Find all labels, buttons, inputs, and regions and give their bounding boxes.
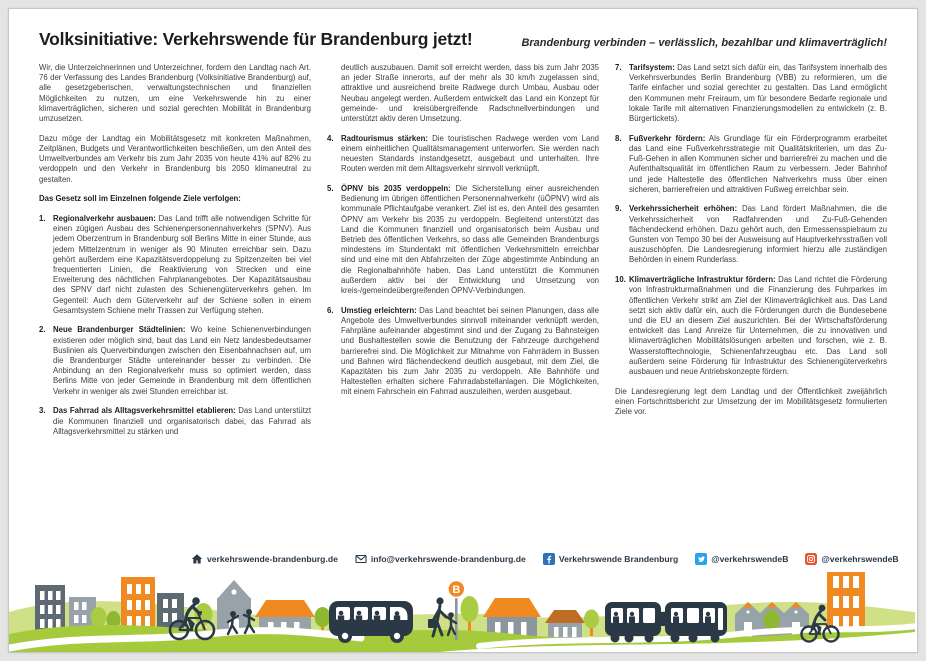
- flyer-page: [9, 9, 917, 652]
- goal-lead: Radtourismus stärken:: [341, 133, 428, 143]
- home-icon: [191, 553, 203, 565]
- goal-lead: Tarifsystem:: [629, 63, 675, 72]
- goal-lead: Klimaverträgliche Infrastruktur fördern:: [629, 275, 776, 285]
- twitter-icon: [695, 553, 707, 565]
- goal-item: 3. Das Fahrrad als Alltagsverkehrsmittel etablieren: Das Land unterstützt die Kommunen finanziell und organisatorisch dabei, das Fahrrad als Alltagsverkehrsmittel zu stärken und: [39, 406, 311, 436]
- column-2: [327, 63, 599, 545]
- paragraph: Wir, die Unterzeichnerinnen und Unterzeichner, fordern den Landtag nach Art. 76 der Verfassung des Landes Brandenburg (Volksinitiative Brandenburg) auf, alle gesetzgeberischen, verwaltungstechnischen und finanziellen Möglichkeiten zu nutzen, um eine Verkehrswende hin zu einer klimaverträglichen, sicheren und sozial gerechten Mobilität in Brandenburg umzusetzen.: [39, 63, 311, 124]
- contact-label: info@verkehrswende-brandenburg.de: [370, 554, 526, 564]
- instagram-icon: [805, 553, 817, 565]
- contact-label: @verkehrswendeB: [821, 554, 899, 564]
- goal-item: 6. Umstieg erleichtern: Das Land beachtet bei seinen Planungen, dass alle Angebote des Umweltverbundes sinnvoll miteinander verknüpft werden, Fahrpläne aufeinander abgestimmt sind und der Zugang zu Bahnsteigen und Bushaltestellen sowie die Benutzung der Fahrzeuge durchgehend barrierefrei sind. Die Möglichkeit zur Mitnahme von Fahrrädern in Bussen und Bahnen wird flächendeckend deutlich ausgebaut, mit dem Ziel, die Kapazitäten bis zum Jahr 2035 zu verdoppeln. Alle Bahnhöfe und Haltestellen erhalten sichere Fahrradabstellanlagen. Die Möglichkeiten, mit einem Fahrschein ein Fahrrad auszuleihen, werden ausgebaut.: [327, 305, 599, 397]
- goal-number: 5.: [327, 184, 334, 194]
- goal-lead: Neue Brandenburger Städtelinien:: [53, 325, 186, 335]
- paragraph: Die Landesregierung legt dem Landtag und der Öffentlichkeit zweijährlich einen Fortschrittsbericht zur Umsetzung der im Mobilitätsgesetz formulierten Ziele vor.: [615, 386, 887, 417]
- goal-number: 6.: [327, 305, 334, 315]
- goal-lead: Umstieg erleichtern:: [341, 305, 417, 315]
- contact-label: @verkehrswendeB: [711, 554, 789, 564]
- goal-lead: Regionalverkehr ausbauen:: [53, 213, 156, 223]
- contact-bar: [9, 548, 917, 570]
- goal-item: 9. Verkehrssicherheit erhöhen: Das Land fördert Maßnahmen, die die Verkehrssicherheit von Radfahrenden und Zu-Fuß-Gehenden flächendeckend erhöhen. Dazu gehört auch, den Ermessensspielraum zu Gunsten von Tempo 30 bei der Ausweisung auf Hauptverkehrsstraßen voll auszuschöpfen. Die Landesregierung informiert hierzu alle zuständigen Behörden in einem Runderlass.: [615, 204, 887, 265]
- contact-mail[interactable]: [355, 553, 526, 565]
- column-3: [615, 63, 887, 545]
- facebook-icon: [543, 553, 555, 565]
- goal-item: 8. Fußverkehr fördern: Als Grundlage für ein Förderprogramm erarbeitet das Land eine Fußverkehrsstrategie mit Qualitätskriterien, um das Zu-Fuß-Gehen in allen Kommunen sicher und barrierefrei zu machen und die Aufenthaltsqualität im öffentlichen Raum zu verbessern. Jeder Bahnhof und jede Haltestelle des öffentlichen Nahverkehrs muss über einen sicheren, barrierefreien und attraktiven Fußweg erreichbar sein.: [615, 133, 887, 194]
- contact-facebook[interactable]: [543, 553, 678, 565]
- page-title: Volksinitiative: Verkehrswende für Brandenburg jetzt!: [39, 29, 473, 49]
- goal-lead: ÖPNV bis 2035 verdoppeln:: [341, 184, 451, 194]
- column-1: [39, 63, 311, 545]
- mail-icon: [355, 553, 367, 565]
- contact-label: Verkehrswende Brandenburg: [558, 554, 679, 564]
- goal-lead: Verkehrssicherheit erhöhen:: [629, 204, 738, 214]
- goal-number: 3.: [39, 406, 46, 416]
- goal-item: 7. Tarifsystem: Das Land setzt sich dafür ein, das Tarifsystem innerhalb des Verkehrsverbundes Berlin Brandenburg (VBB) zu reformieren, um die Tarife einfacher und sozial gerechter zu gestalten. Das Land ermöglicht den Kommunen mehr Freiraum, um für besondere Bedarfe regionale und lokale Tarife mit alternativen Finanzierungsmodellen zu entwickeln (z. B. Bürgertickets).: [615, 63, 887, 124]
- flyer-header: [9, 9, 917, 50]
- page-subtitle: Brandenburg verbinden – verlässlich, bezahlbar und klimaverträglich!: [521, 37, 887, 49]
- goal-item: 4. Radtourismus stärken: Die touristischen Radwege werden vom Land einem einheitlichen Qualitätsmanagement unterworfen. Sie werden nach neuesten Standards instandgesetzt, ausgebaut und unterhalten. Ihre Routen werden mit dem Alltagsverkehr sinnvoll verknüpft.: [327, 133, 600, 174]
- footer-illustration: [9, 572, 917, 652]
- goal-number: 1.: [39, 213, 46, 223]
- goal-number: 10.: [615, 275, 626, 285]
- bus-stop-sign-letter: B: [452, 584, 461, 596]
- goal-number: 9.: [615, 204, 622, 214]
- goal-number: 7.: [615, 63, 622, 72]
- goal-item: 5. ÖPNV bis 2035 verdoppeln: Die Sicherstellung einer ausreichenden Bedienung im übrigen öffentlichen Personennahverkehr (üÖPNV) wird als kommunale Pflichtaufgabe verankert. Ziel ist es, den Anteil des gesamten ÖPNV am Verkehr bis 2035 zu verdoppeln. Begleitend unterstützt das Land die Kommunen finanziell und organisatorisch beim Ausbau und Betrieb des öffentlichen Verkehrs, so dass alle Gemeinden Brandenburgs mindestens im Stundentakt mit öffentlichen Verkehrsmitteln erreichbar sind und eine mit den Abfahrzeiten der Züge abgestimmte Anbindung an die Regionalbahnhöfe haben. Das Land unterstützt die Kommunen außerdem aktiv bei der Entwicklung und Umsetzung von kreis-/gemeindeübergreifenden ÖPNV-Verbindungen.: [327, 184, 599, 296]
- goal-item: 10. Klimaverträgliche Infrastruktur fördern: Das Land richtet die Förderung von Infrastrukturmaßnahmen und die Finanzierung des Fuhrparkes im öffentlichen Verkehr strikt am Ziel der Klimaverträglichkeit aus. Das Land setzt sich aktiv dafür ein, auch die Förderungen durch die Bundesebene und die EU an diesem Ziel auszurichten. Bei der Wirtschaftsförderung entwickelt das Land Anreize für Unternehmen, die zu innovativen und klimaverträglichen Mobilitätslösungen arbeiten und forschen, wie z. B. Wasserstofftechnologie, Schienenfahrzeugbau etc. Das Land soll außerdem seine Förderung für Infrastruktur des Schienengüterverkehrs ausbauen und neue Antriebskonzepte fördern.: [615, 275, 888, 376]
- goal-item: 2. Neue Brandenburger Städtelinien: Wo keine Schienenverbindungen existieren oder möglich sind, baut das Land ein Netz landesbedeutsamer Buslinien als Querverbindungen zwischen den Eisenbahnachsen auf, um die Brandenburger Städte untereinander besser zu verbinden. Die Anbindung an den Regionalverkehr muss so optimiert werden, dass Berlins Mitte von jeder Gemeinde in Brandenburg mit dem öffentlichen Verkehr in weniger als zwei Stunden erreichbar ist.: [39, 325, 311, 396]
- goal-item: 1. Regionalverkehr ausbauen: Das Land trifft alle notwendigen Schritte für einen zügigen Ausbau des Schienenpersonennahverkehrs (SPNV). Aus jedem Oberzentrum in Brandenburg soll Berlins Mitte in einer Stunde, aus jedem Mittelzentrum in weniger als 90 Minuten erreichbar sein. Dazu gehört außerdem eine Kapazitätsverdoppelung zu Spitzenzeiten bei viel frequentierten Linien, die Reaktivierung von Strecken und eine Erweiterung des nächtlichen Fahrplanangebotes. Der Kapazitätsausbau des SPNV darf nicht zulasten des Schienengüterverkehrs gehen. Im Gegenteil: Auch dem Güterverkehr auf der Schiene sollen in einem Gesamtsystem Schiene mehr Trassen zur Verfügung stehen.: [39, 213, 311, 315]
- contact-home[interactable]: [191, 553, 338, 565]
- columns: [9, 50, 917, 545]
- goal-lead: Das Fahrrad als Alltagsverkehrsmittel etablieren:: [53, 406, 236, 416]
- cityscape-illustration: [9, 572, 915, 652]
- section-heading: Das Gesetz soll im Einzelnen folgende Ziele verfolgen:: [39, 194, 241, 204]
- paragraph: deutlich auszubauen. Damit soll erreicht werden, dass bis zum Jahr 2035 an jeder Straße innerorts, auf der mehr als 30 km/h zugelassen sind, attraktive und ausreichend breite Radwege durch Umbau, Ausbau oder Neubau angelegt werden. Außerdem entwickelt das Land ein Konzept für gemeinde- und kreisübergreifende Radschnellverbindungen und unterstützt aktiv deren Umsetzung.: [341, 63, 599, 124]
- paragraph: Dazu möge der Landtag ein Mobilitätsgesetz mit konkreten Maßnahmen, Zeitplänen, Budgets und Verantwortlichkeiten beschließen, um den Anteil des Umweltverbundes am Verkehr bis zum Jahr 2035 von heute 41% auf 82% zu verdoppeln und den Verkehr in Brandenburg bis 2050 klimaneutral zu gestalten.: [39, 133, 311, 184]
- goal-lead: Fußverkehr fördern:: [629, 133, 706, 143]
- goal-number: 2.: [39, 325, 46, 335]
- contact-twitter[interactable]: [695, 553, 788, 565]
- goal-number: 8.: [615, 133, 622, 143]
- contact-instagram[interactable]: [805, 553, 898, 565]
- goal-number: 4.: [327, 133, 334, 143]
- contact-label: verkehrswende-brandenburg.de: [207, 554, 338, 564]
